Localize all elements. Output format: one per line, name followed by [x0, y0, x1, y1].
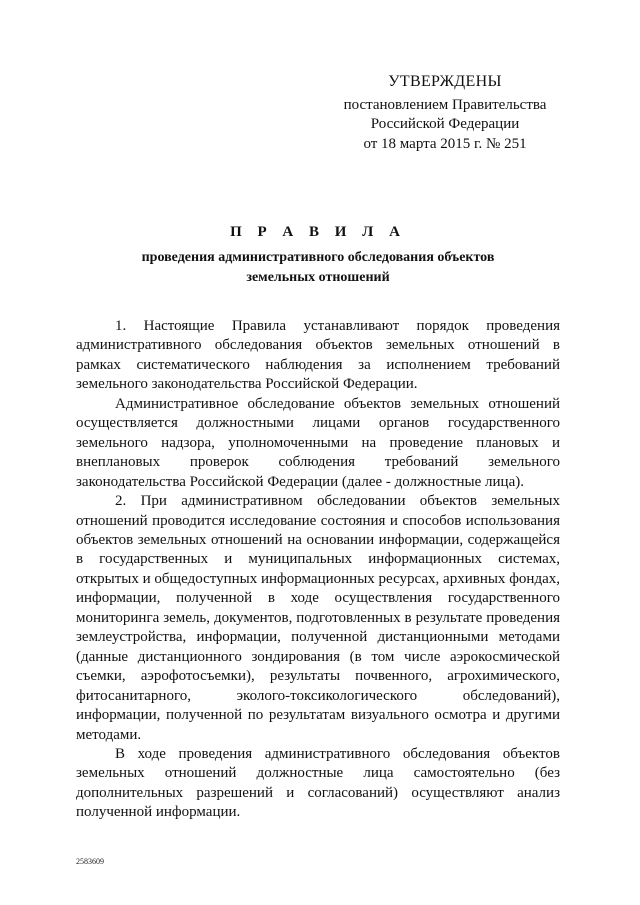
- document-subtitle: [76, 248, 560, 287]
- approval-line-1: постановлением Правительства: [343, 96, 547, 113]
- paragraph-4: В ходе проведения административного обследования объектов земельных отношений должностные лица самостоятельно (без дополнительных разрешений и согласований) осуществляют анализ полученной информации.: [76, 745, 560, 821]
- approval-line-2: Российской Федерации: [370, 116, 520, 132]
- paragraph-1: 1. Настоящие Правила устанавливают порядок проведения административного обследования объектов земельных отношений в рамках систематического наблюдения за исполнением требований земельного законодательства Российской Федерации.: [76, 318, 560, 393]
- paragraph-2: Административное обследование объектов земельных отношений осуществляется должностными лицами органов государственного земельного надзора, уполномоченными на проведение плановых и внеплановых проверок соблюдения требований земельного законодательства Российской Федерации (далее - должностные лица).: [76, 395, 560, 490]
- approval-line-3: от 18 марта 2015 г. № 251: [363, 135, 527, 152]
- document-body: [76, 317, 560, 823]
- subtitle-line-2: земельных отношений: [246, 269, 390, 285]
- paragraph-3: 2. При административном обследовании объектов земельных отношений проводится исследование состояния и способов использования объектов земельных отношений на основании информации, содержащейся в государственных и муниципальных информационных системах, открытых и общедоступных информационных ресурсах, архивных фондах, информации, полученной в ходе осуществления государственного мониторинга земель, документов, подготовленных в результате проведения землеустройства, информации, полученной дистанционными методами (данные дистанционного зондирования (в том числе аэрокосмической съемки, аэрофотосъемки), результаты почвенного, агрохимического, фитосанитарного, эколого-токсикологического обследований), информации, полученной по результатам визуального осмотра и другими методами.: [76, 493, 560, 743]
- approval-heading: УТВЕРЖДЕНЫ: [388, 73, 502, 90]
- document-title: П Р А В И Л А: [230, 224, 406, 240]
- footer-code: 2583609: [76, 857, 104, 866]
- subtitle-line-1: проведения административного обследования объектов: [141, 250, 495, 265]
- approval-block: [335, 72, 555, 154]
